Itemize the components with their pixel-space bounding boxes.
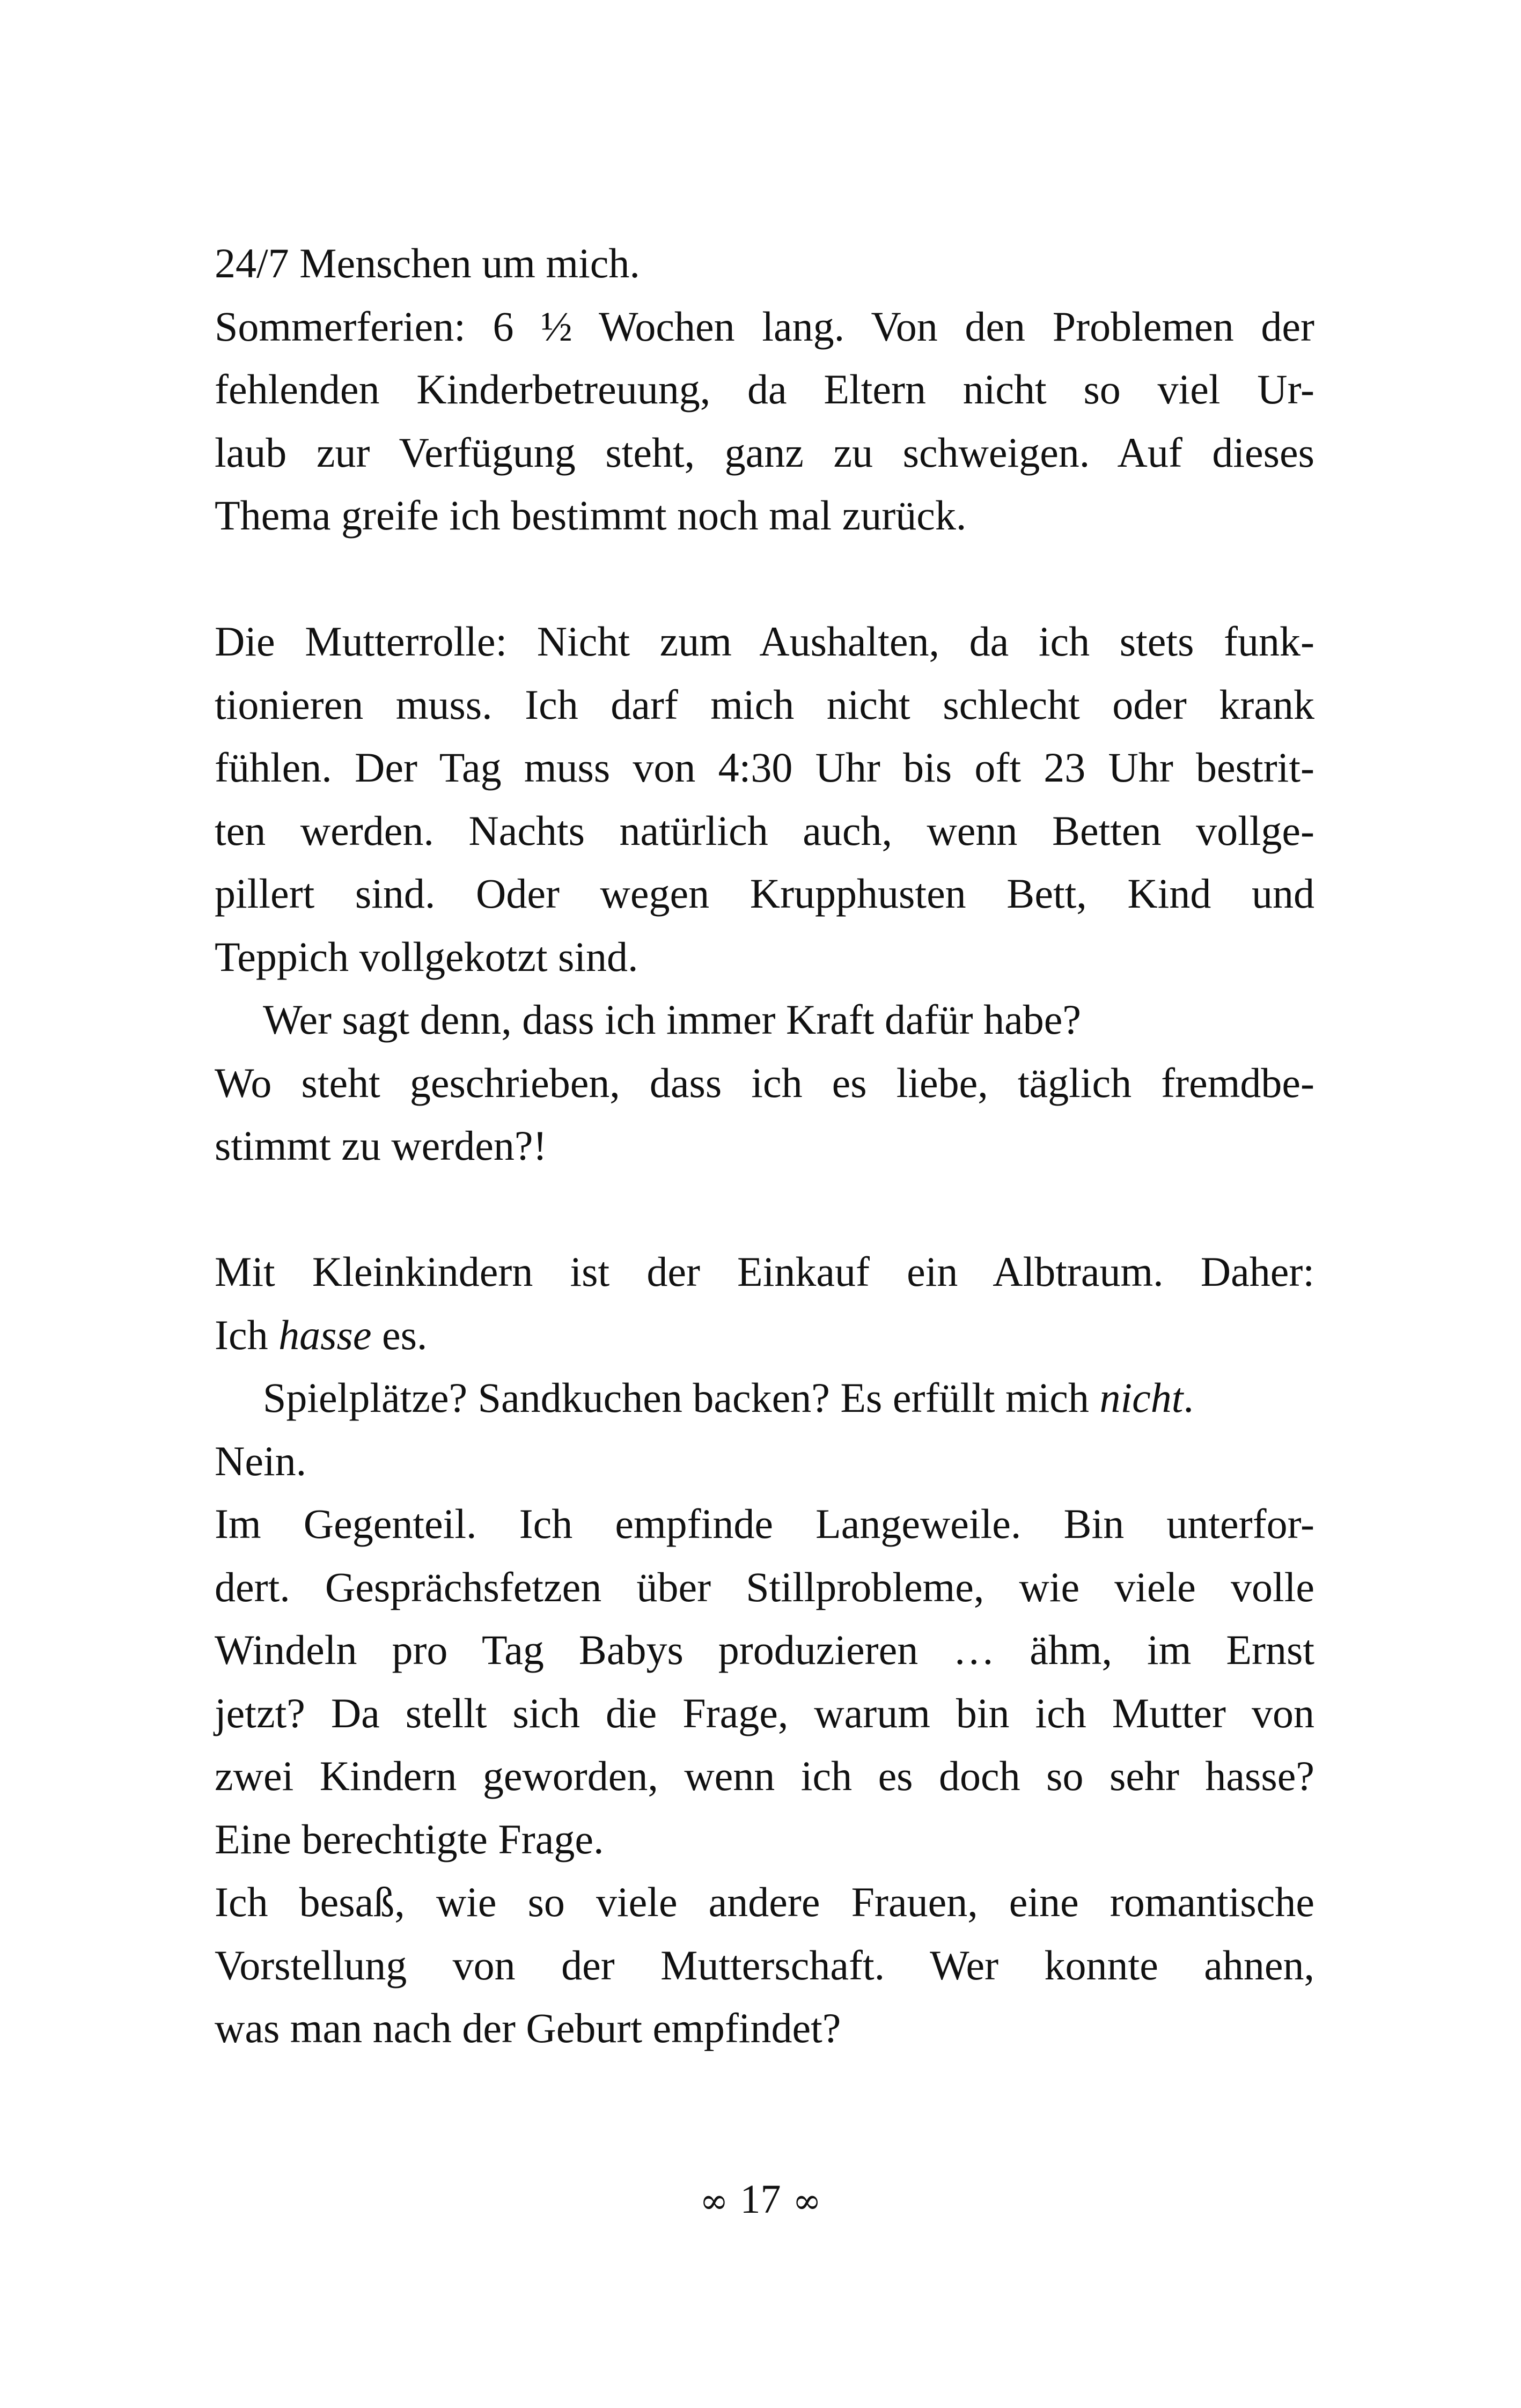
paragraph [215, 1240, 1314, 1366]
text-line: Im Gegenteil. Ich empfinde Langeweile. Bin unterfor- [215, 1500, 1314, 1547]
paragraph [215, 610, 1314, 988]
text-line: stimmt zu werden?! [215, 1122, 547, 1169]
infinity-ornament-right-icon: ∞ [792, 2182, 821, 2221]
text-line: Die Mutterrolle: Nicht zum Aushalten, da ich stets funk- [215, 618, 1314, 665]
text-line: Sommerferien: 6 ½ Wochen lang. Von den Problemen der [215, 303, 1314, 350]
text-line: Teppich vollgekotzt sind. [215, 933, 638, 980]
text-segment: Ich [215, 1311, 279, 1358]
page-number: 17 [740, 2177, 781, 2222]
text-line: ten werden. Nachts natürlich auch, wenn Betten vollge- [215, 807, 1314, 854]
paragraph [215, 1871, 1314, 2060]
text-line: jetzt? Da stellt sich die Frage, warum bin ich Mutter von [215, 1689, 1314, 1736]
paragraph [215, 988, 1314, 1051]
text-line [215, 1366, 1314, 1430]
text-line: was man nach der Geburt empfindet? [215, 2005, 841, 2051]
text-line: fühlen. Der Tag muss von 4:30 Uhr bis oft 23 Uhr bestrit- [215, 744, 1314, 791]
paragraph [215, 1051, 1314, 1177]
text-line: Thema greife ich bestimmt noch mal zurück. [215, 492, 967, 539]
page-footer [0, 2173, 1521, 2228]
paragraph [215, 1366, 1314, 1492]
paragraph [215, 232, 1314, 295]
text-line: fehlenden Kinderbetreuung, da Eltern nicht so viel Ur- [215, 366, 1314, 413]
paragraph [215, 1492, 1314, 1871]
text-line: Vorstellung von der Mutterschaft. Wer konnte ahnen, [215, 1941, 1314, 1989]
text-line: dert. Gesprächsfetzen über Stillprobleme, wie viele volle [215, 1563, 1314, 1610]
text-line: laub zur Verfügung steht, ganz zu schweigen. Auf dieses [215, 429, 1314, 476]
paragraph-gap [215, 547, 1314, 610]
text-line: Windeln pro Tag Babys produzieren … ähm, im Ernst [215, 1626, 1314, 1673]
text-line [215, 1304, 1314, 1367]
text-segment: Spielplätze? Sandkuchen backen? Es erfüllt mich [263, 1374, 1100, 1421]
text-line: Wer sagt denn, dass ich immer Kraft dafür habe? [263, 996, 1081, 1043]
italic-emphasis: hasse [278, 1311, 372, 1358]
text-segment: . [1183, 1374, 1194, 1421]
text-segment: es. [371, 1311, 428, 1358]
text-line: 24/7 Menschen um mich. [215, 240, 640, 286]
text-line: pillert sind. Oder wegen Krupphusten Bett, Kind und [215, 870, 1314, 917]
text-line: zwei Kindern geworden, wenn ich es doch so sehr hasse? [215, 1752, 1314, 1799]
paragraph-gap [215, 1177, 1314, 1241]
text-line: Wo steht geschrieben, dass ich es liebe, täglich fremdbe- [215, 1059, 1314, 1106]
text-line: Eine berechtigte Frage. [215, 1815, 604, 1862]
text-line: tionieren muss. Ich darf mich nicht schlecht oder krank [215, 681, 1314, 728]
body-text [215, 232, 1314, 2060]
italic-emphasis: nicht [1099, 1374, 1184, 1421]
infinity-ornament-left-icon: ∞ [700, 2182, 729, 2221]
text-line: Nein. [215, 1437, 307, 1484]
paragraph [215, 295, 1314, 547]
text-line: Ich besaß, wie so viele andere Frauen, eine romantische [215, 1879, 1314, 1925]
text-line: Mit Kleinkindern ist der Einkauf ein Albtraum. Daher: [215, 1248, 1314, 1295]
